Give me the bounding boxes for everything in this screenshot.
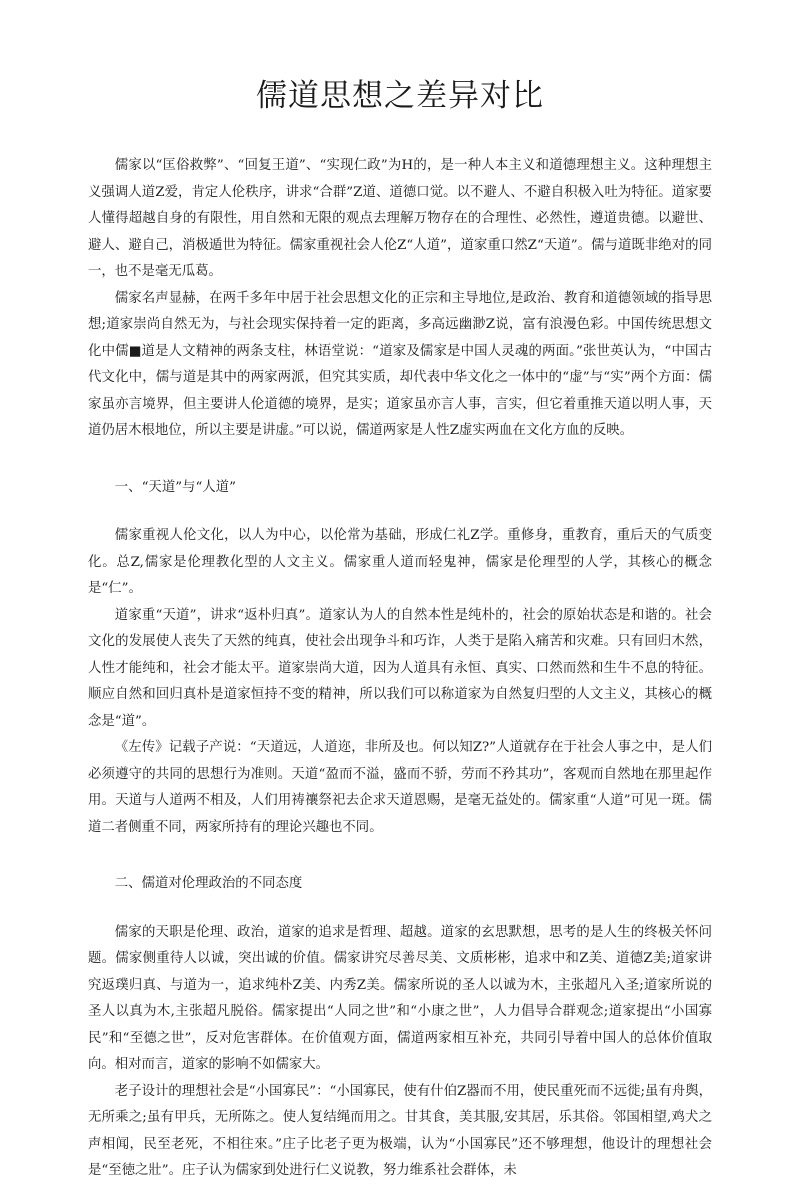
section-heading: 二、儒道对伦理政治的不同态度 (114, 876, 303, 891)
section-heading: 一、“天道”与“人道” (114, 479, 236, 495)
intro-paragraph: 儒家名声显赫，在两千多年中居于社会思想文化的正宗和主导地位,是政治、教育和道德领域的指导思想;道家崇尚自然无为，与社会现实保持着一定的距离，多高远幽渺Z说，富有浪漫色彩。中国传统思想文化中儒■道是人文精神的两条支柱，林语堂说：“道家及儒家是中国人灵魂的两面。”张世英认为，“中国古代文化中，儒与道是其中的两家两派，但究其实质，却代表中华文化之一体中的“虚”与“实”两个方面：儒家虽亦言境界，但主要讲人伦道德的境界，是实；道家虽亦言人事，言实，但它着重推天道以明人事，天道仍居木根地位，所以主要是讲虚。”可以说，儒道两家是人性Z虚实两血在文化方血的反映。 (88, 290, 712, 438)
article-body (88, 153, 712, 1185)
body-paragraph: 儒家重视人伦文化，以人为中心，以伦常为基础，形成仁礼Z学。重修身，重教育，重后天的气质变化。总Z,儒家是伦理教化型的人文主义。儒家重人道而轻鬼神，儒家是伦理型的人学，其核心的概念是“仁”。 (88, 528, 712, 596)
body-paragraph: 老子设计的理想社会是“小国寡民”：“小国寡民，使有什伯Z器而不用，使民重死而不远徙;虽有舟舆，无所乘之;虽有甲兵，无所陈之。使人复结绳而用之。甘其食，美其服,安其居，乐其俗。邻国相望,鸡犬之声相闻，民至老死，不相往來。”庄子比老子更为极端，认为“小国寡民”还不够理想，他设计的理想社会是“至徳之壯”。庄子认为儒家到处进行仁义说教，努力维系社会群体，未 (88, 1083, 712, 1178)
body-paragraph: 儒家的天职是伦理、政治，道家的追求是哲理、超越。道家的玄思默想，思考的是人生的终极关怀问题。儒家侧重待人以诚，突出诚的价值。儒家讲究尽善尽美、文质彬彬，追求中和Z美、道德Z美;道家讲究返璞归真、与道为一，追求纯朴Z美、内秀Z美。儒家所说的圣人以诚为木，主张超凡入圣;道家所说的圣人以真为木,主张超凡脱俗。儒家提出“人同之世”和“小康之世”，人力倡导合群观念;道家提出“小国寡民”和“至德之世”，反对危害群体。在价值观方面，儒道两家相互补充，共同引导着中国人的总体价值取向。相对而言，道家的影响不如儒家大。 (88, 924, 712, 1072)
intro-paragraph: 儒家以“匡俗救弊”、“回复王道”、“实现仁政”为H的，是一种人本主义和道德理想主义。这种理想主义强调人道Z爱，肯定人伦秩序，讲求“合群”Z道、道德口觉。以不避人、不避自积极入吐为特征。道家要人懂得超越自身的有限性，用自然和无限的观点去理解万物存在的合理性、必然性，遵道贵德。以避世、避人、避自己，消极遁世为特征。儒家重视社会人伦Z“人道”，道家重口然Z“天道”。儒与道既非绝对的同一，也不是毫无瓜葛。 (88, 158, 712, 279)
page-title: 儒道思想之差异对比 (256, 78, 544, 114)
body-paragraph: 道家重“天道”，讲求“返朴归真”。道家认为人的自然本性是纯朴的，社会的原始状态是和谐的。社会文化的发展使人丧失了天然的纯真，使社会出现争斗和巧诈，人类于是陷入痛苦和灾难。只有回归木然，人性才能纯和，社会才能太平。道家崇尚大道，因为人道具有永恒、真实、口然而然和生牛不息的特征。顺应自然和回归真朴是道家恒持不变的精神，所以我们可以称道家为自然复归型的人文主义，其核心的概念是“道”。 (88, 607, 712, 729)
body-paragraph: 《左传》记载子产说：“天道远，人道迩，非所及也。何以知Z?”人道就存在于社会人事之中，是人们必须遵守的共同的思想行为准则。天道“盈而不溢，盛而不骄，劳而不矜其功”，客观而自然地在那里起作用。天道与人道两不相及，人们用祷禳祭祀去企求天道恩赐，是毫无益处的。儒家重“人道”可见一斑。儒道二者侧重不同，两家所持有的理论兴趣也不同。 (88, 740, 712, 835)
